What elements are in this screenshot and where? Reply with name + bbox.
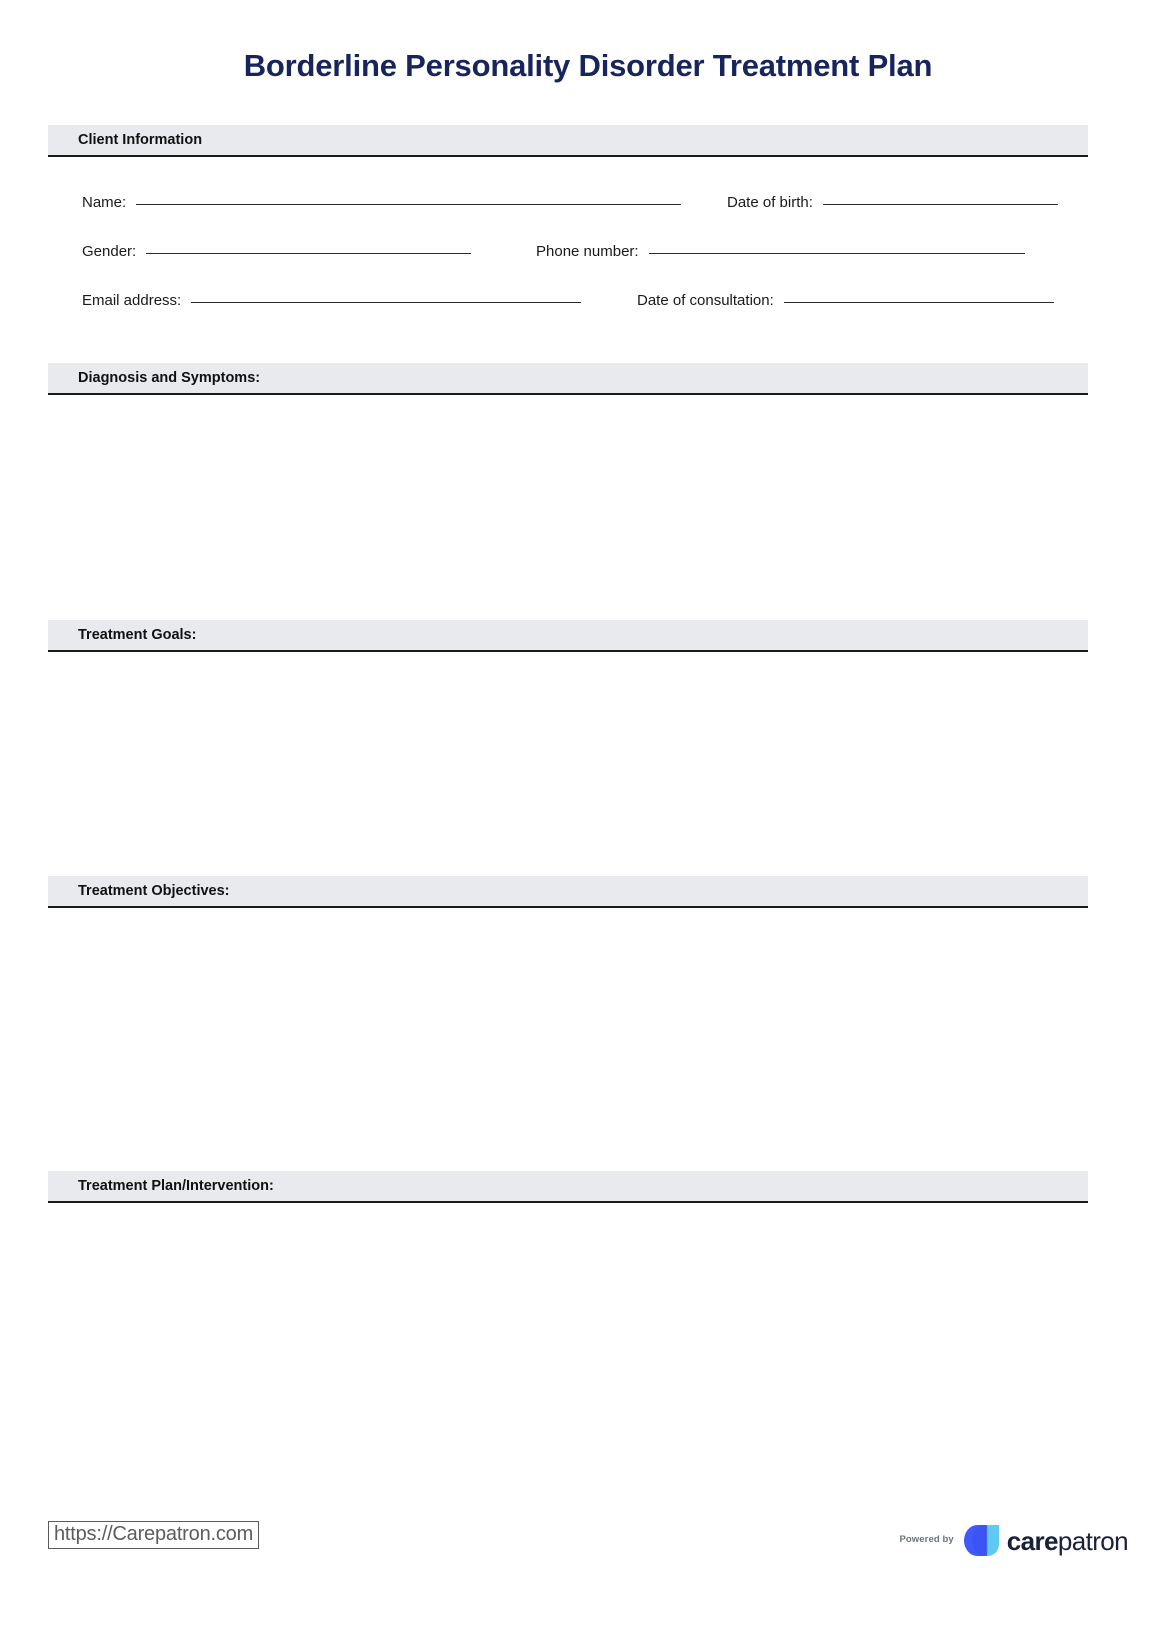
field-phone-number-label: Phone number: xyxy=(536,243,639,260)
carepatron-wordmark-bold: care xyxy=(1006,1525,1058,1556)
field-phone-number-input[interactable] xyxy=(649,253,1025,254)
section-header-label: Treatment Plan/Intervention: xyxy=(78,1178,274,1194)
section-header-client-information xyxy=(48,125,1088,157)
field-name-input[interactable] xyxy=(136,204,681,205)
section-header-label: Treatment Goals: xyxy=(78,627,197,643)
carepatron-wordmark xyxy=(1006,1525,1128,1556)
section-header-label: Client Information xyxy=(78,132,203,148)
treatment-goals-textarea[interactable] xyxy=(48,657,1088,872)
section-header-treatment-plan-intervention xyxy=(48,1171,1088,1203)
field-email-address-input[interactable] xyxy=(191,302,581,303)
treatment-objectives-textarea[interactable] xyxy=(48,913,1088,1166)
powered-by-label: Powered by xyxy=(899,1534,954,1545)
section-header-treatment-goals xyxy=(48,620,1088,652)
section-header-treatment-objectives xyxy=(48,876,1088,908)
carepatron-url-link[interactable]: https://Carepatron.com xyxy=(48,1521,259,1549)
field-name[interactable] xyxy=(82,194,681,211)
page-title: Borderline Personality Disorder Treatment Plan xyxy=(243,48,933,83)
field-date-of-consultation-label: Date of consultation: xyxy=(637,292,774,309)
field-email-address[interactable] xyxy=(82,292,581,309)
section-header-diagnosis-and-symptoms xyxy=(48,363,1088,395)
carepatron-wordmark-light: patron xyxy=(1057,1525,1128,1556)
treatment-plan-intervention-textarea[interactable] xyxy=(48,1208,1088,1493)
carepatron-branding xyxy=(899,1524,1128,1557)
field-gender[interactable] xyxy=(82,243,471,260)
field-email-address-label: Email address: xyxy=(82,292,182,309)
field-gender-input[interactable] xyxy=(146,253,471,254)
diagnosis-and-symptoms-textarea[interactable] xyxy=(48,400,1088,615)
field-gender-label: Gender: xyxy=(82,243,137,260)
section-header-label: Diagnosis and Symptoms: xyxy=(78,370,261,386)
field-date-of-birth-label: Date of birth: xyxy=(727,194,813,211)
field-date-of-birth[interactable] xyxy=(727,194,1058,211)
carepatron-logo-icon xyxy=(963,1524,1000,1557)
field-name-label: Name: xyxy=(82,194,127,211)
field-date-of-consultation[interactable] xyxy=(637,292,1054,309)
field-phone-number[interactable] xyxy=(536,243,1025,260)
field-date-of-consultation-input[interactable] xyxy=(784,302,1054,303)
field-date-of-birth-input[interactable] xyxy=(823,204,1058,205)
section-header-label: Treatment Objectives: xyxy=(78,883,230,899)
carepatron-logo xyxy=(963,1524,1128,1557)
